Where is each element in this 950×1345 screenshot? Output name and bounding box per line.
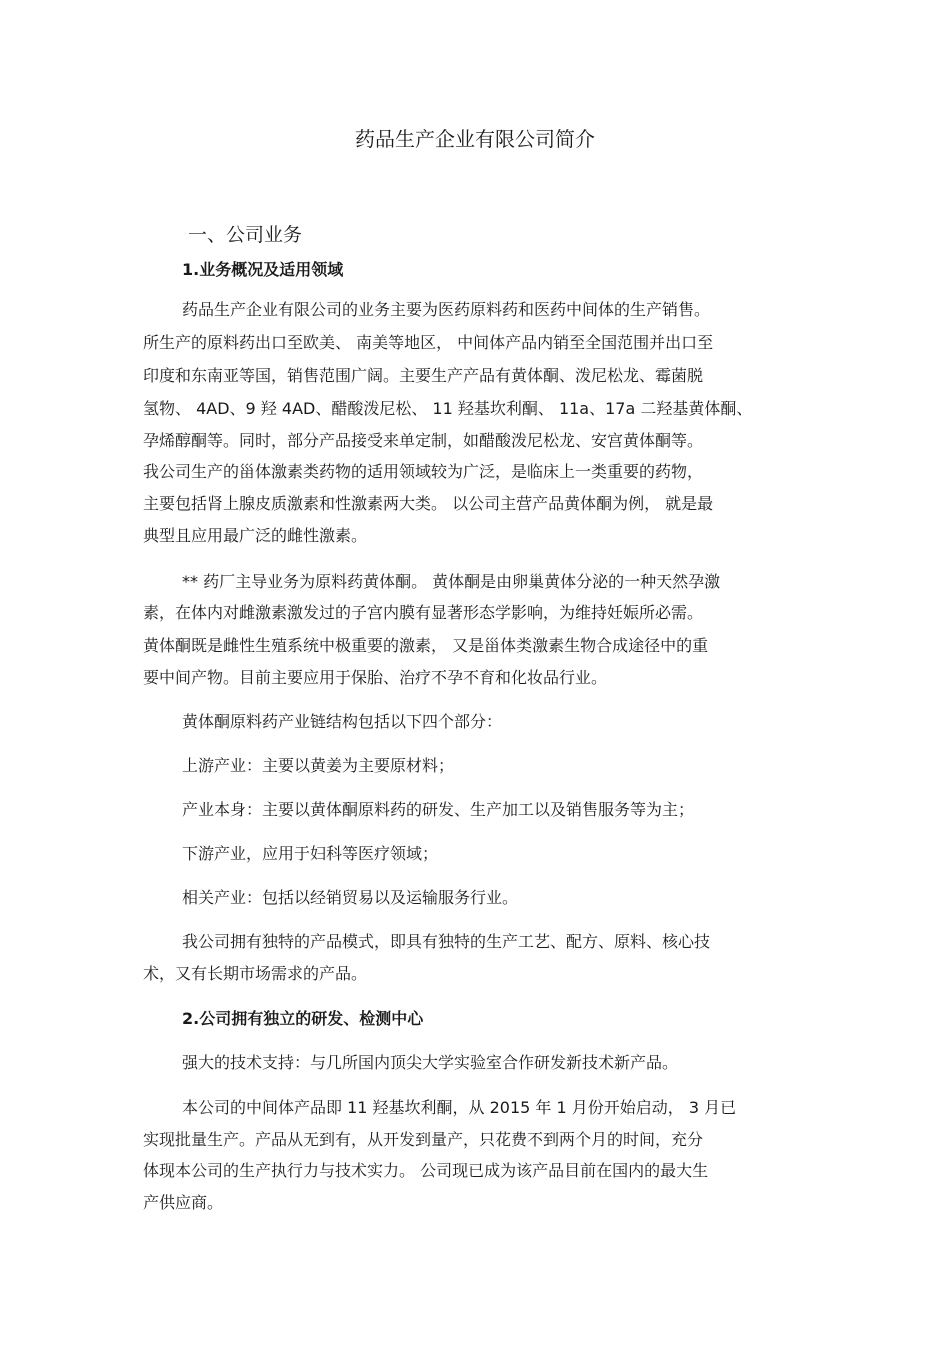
paragraph-line: 我公司拥有独特的产品模式，即具有独特的生产工艺、配方、原料、核心技 <box>182 932 711 951</box>
paragraph-line: 本公司的中间体产品即 11 羟基坎利酮，从 2015 年 1 月份开始启动， 3 月已 <box>182 1098 737 1117</box>
paragraph-line: 我公司生产的甾体激素类药物的适用领域较为广泛，是临床上一类重要的药物， <box>143 462 704 481</box>
paragraph-line: 相关产业：包括以经销贸易以及运输服务行业。 <box>182 888 519 907</box>
paragraph-line: 产供应商。 <box>143 1193 224 1212</box>
paragraph-line: 素，在体内对雌激素激发过的子宫内膜有显著形态学影响，为维持妊娠所必需。 <box>143 603 704 622</box>
paragraph-line: 印度和东南亚等国，销售范围广阔。主要生产产品有黄体酮、泼尼松龙、霉菌脱 <box>143 366 704 385</box>
document-title: 药品生产企业有限公司简介 <box>355 127 595 151</box>
paragraph-line: 实现批量生产。产品从无到有，从开发到量产，只花费不到两个月的时间，充分 <box>143 1130 704 1149</box>
paragraph-line: 药品生产企业有限公司的业务主要为医药原料药和医药中间体的生产销售。 <box>182 300 711 319</box>
paragraph-line: 下游产业，应用于妇科等医疗领域； <box>182 844 439 863</box>
paragraph-line: 黄体酮既是雌性生殖系统中极重要的激素， 又是甾体类激素生物合成途径中的重 <box>143 636 709 655</box>
subsection-heading-1: 1.业务概况及适用领域 <box>182 260 344 279</box>
paragraph-line: 强大的技术支持：与几所国内顶尖大学实验室合作研发新技术新产品。 <box>182 1053 679 1072</box>
paragraph-line: 产业本身：主要以黄体酮原料药的研发、生产加工以及销售服务等为主； <box>182 800 695 819</box>
paragraph-line: ** 药厂主导业务为原料药黄体酮。 黄体酮是由卵巢黄体分泌的一种天然孕激 <box>182 572 721 591</box>
paragraph-line: 要中间产物。目前主要应用于保胎、治疗不孕不育和化妆品行业。 <box>143 668 608 687</box>
section-heading: 一、公司业务 <box>188 224 303 246</box>
paragraph-line: 典型且应用最广泛的雌性激素。 <box>143 526 368 545</box>
paragraph-line: 氢物、 4AD、9 羟 4AD、醋酸泼尼松、 11 羟基坎利酮、 11a、17a 二羟基黄体酮、 <box>143 399 753 418</box>
paragraph-line: 所生产的原料药出口至欧美、 南美等地区， 中间体产品内销至全国范围并出口至 <box>143 333 714 352</box>
paragraph-line: 体现本公司的生产执行力与技术实力。 公司现已成为该产品目前在国内的最大生 <box>143 1161 709 1180</box>
subsection-heading-2: 2.公司拥有独立的研发、检测中心 <box>182 1009 424 1028</box>
paragraph-line: 主要包括肾上腺皮质激素和性激素两大类。 以公司主营产品黄体酮为例， 就是最 <box>143 494 714 513</box>
paragraph-line: 术，又有长期市场需求的产品。 <box>143 964 368 983</box>
paragraph-line: 上游产业：主要以黄姜为主要原材料； <box>182 756 455 775</box>
paragraph-line: 孕烯醇酮等。同时，部分产品接受来单定制，如醋酸泼尼松龙、安宫黄体酮等。 <box>143 431 704 450</box>
paragraph-line: 黄体酮原料药产业链结构包括以下四个部分： <box>182 712 503 731</box>
